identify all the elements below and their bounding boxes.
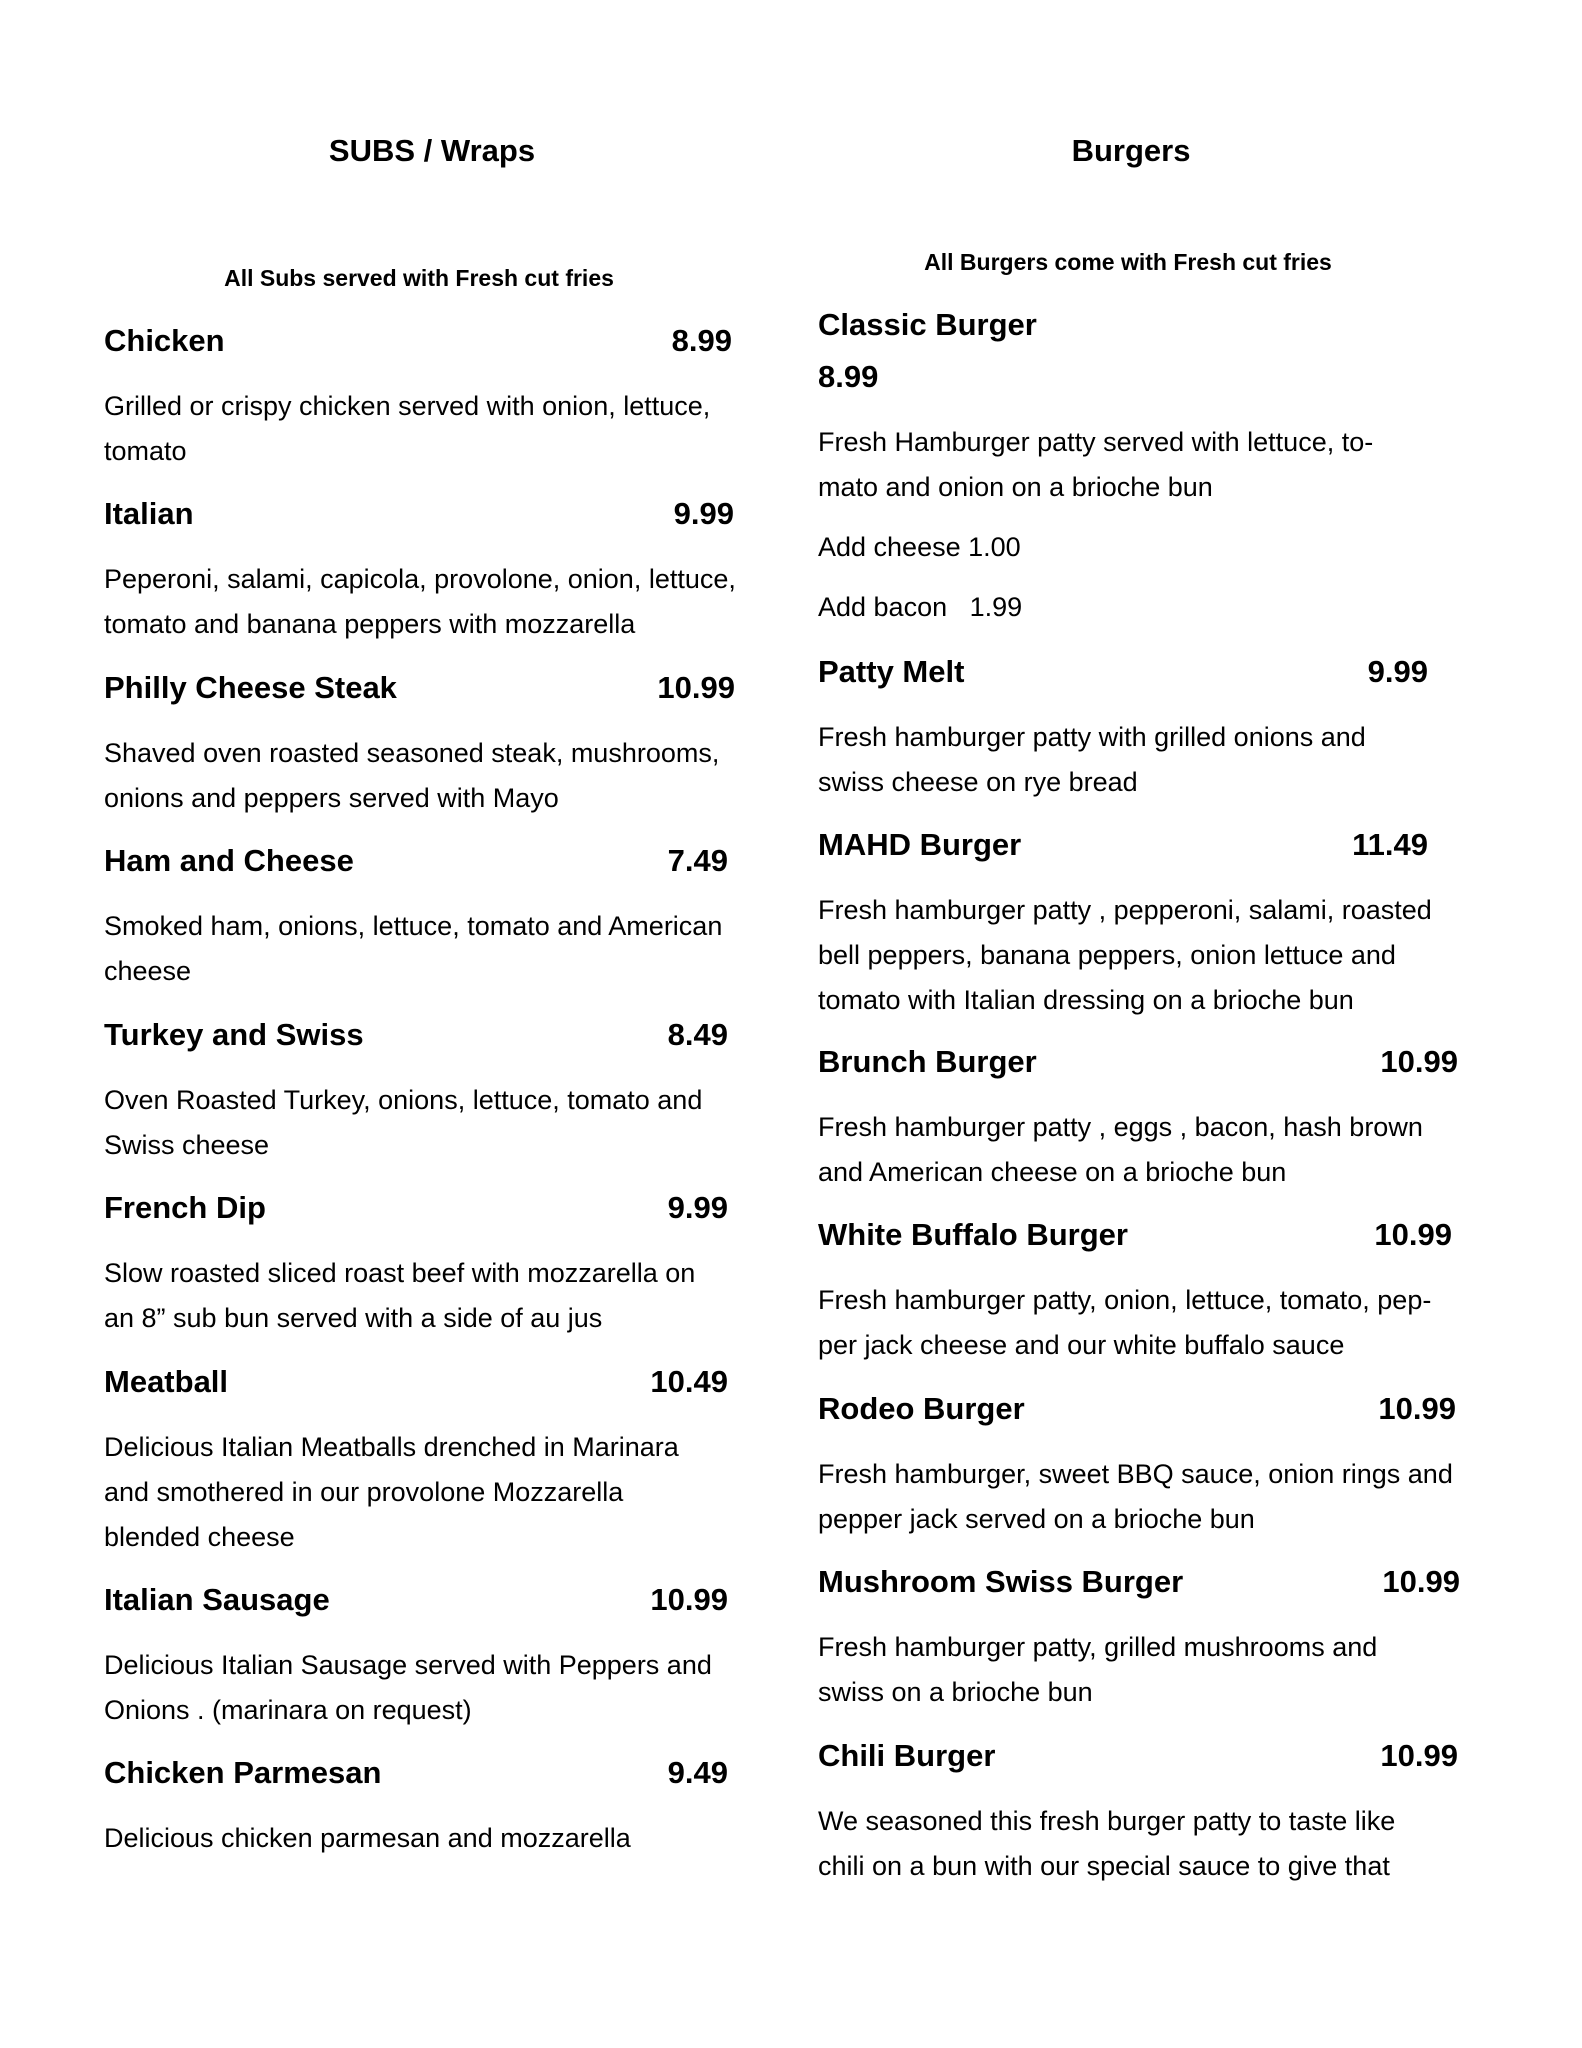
description-line: an 8” sub bun served with a side of au jus — [104, 1303, 603, 1333]
item-price: 10.99 — [650, 1582, 728, 1617]
description-line: Delicious Italian Sausage served with Peppers and — [104, 1650, 712, 1680]
description-line: Onions . (marinara on request) — [104, 1695, 472, 1725]
item-description — [818, 715, 1498, 805]
description-line: chili on a bun with our special sauce to give that — [818, 1851, 1390, 1881]
item-description — [104, 384, 784, 474]
item-name: Italian — [104, 496, 194, 531]
description-line: Fresh Hamburger patty served with lettuce, to- — [818, 427, 1374, 457]
description-line: Fresh hamburger patty, grilled mushrooms and — [818, 1632, 1378, 1662]
item-price: 10.99 — [1382, 1564, 1460, 1599]
item-name: Philly Cheese Steak — [104, 670, 397, 705]
description-line: Peperoni, salami, capicola, provolone, onion, lettuce, — [104, 564, 736, 594]
add-cheese-option: Add cheese 1.00 — [818, 532, 1021, 562]
item-name: Ham and Cheese — [104, 843, 354, 878]
item-name: Rodeo Burger — [818, 1391, 1025, 1426]
description-line: Fresh hamburger patty with grilled onions and — [818, 722, 1366, 752]
description-line: pepper jack served on a brioche bun — [818, 1504, 1255, 1534]
item-description — [818, 420, 1498, 510]
item-name: Chicken — [104, 323, 225, 358]
description-line: and smothered in our provolone Mozzarella — [104, 1477, 624, 1507]
subs-section-note: All Subs served with Fresh cut fries — [224, 265, 614, 291]
item-name: Turkey and Swiss — [104, 1017, 364, 1052]
description-line: Delicious chicken parmesan and mozzarella — [104, 1823, 631, 1853]
description-line: onions and peppers served with Mayo — [104, 783, 559, 813]
item-price: 10.49 — [650, 1364, 728, 1399]
description-line: tomato and banana peppers with mozzarella — [104, 609, 636, 639]
item-name: Chicken Parmesan — [104, 1755, 382, 1790]
item-price: 8.99 — [671, 323, 732, 358]
item-price: 8.99 — [818, 359, 879, 394]
description-line: Swiss cheese — [104, 1130, 270, 1160]
description-line: swiss cheese on rye bread — [818, 767, 1138, 797]
item-price: 11.49 — [1352, 827, 1428, 862]
description-line: per jack cheese and our white buffalo sauce — [818, 1330, 1345, 1360]
item-name: MAHD Burger — [818, 827, 1022, 862]
add-bacon-option: Add bacon 1.99 — [818, 592, 1023, 622]
item-price: 10.99 — [1380, 1044, 1458, 1079]
item-description — [818, 1452, 1498, 1542]
description-line: Fresh hamburger patty , pepperoni, salami, roasted — [818, 895, 1432, 925]
item-price: 10.99 — [1380, 1738, 1458, 1773]
description-line: Smoked ham, onions, lettuce, tomato and American — [104, 911, 723, 941]
item-name: Classic Burger — [818, 307, 1037, 342]
description-line: Delicious Italian Meatballs drenched in Marinara — [104, 1432, 679, 1462]
item-name: Brunch Burger — [818, 1044, 1037, 1079]
item-price: 8.49 — [667, 1017, 728, 1052]
description-line: Fresh hamburger, sweet BBQ sauce, onion rings and — [818, 1459, 1453, 1489]
description-line: Grilled or crispy chicken served with onion, lettuce, — [104, 391, 711, 421]
item-description — [104, 1816, 784, 1861]
item-description — [104, 1425, 784, 1560]
description-line: bell peppers, banana peppers, onion lettuce and — [818, 940, 1396, 970]
item-description — [104, 1643, 784, 1733]
item-price: 10.99 — [1374, 1217, 1452, 1252]
item-name: Italian Sausage — [104, 1582, 330, 1617]
item-description — [818, 1799, 1498, 1889]
item-name: Mushroom Swiss Burger — [818, 1564, 1184, 1599]
item-price: 9.99 — [667, 1190, 728, 1225]
description-line: tomato — [104, 436, 187, 466]
item-name: White Buffalo Burger — [818, 1217, 1128, 1252]
description-line: tomato with Italian dressing on a brioche bun — [818, 985, 1354, 1015]
description-line: We seasoned this fresh burger patty to taste like — [818, 1806, 1396, 1836]
item-name: Chili Burger — [818, 1738, 996, 1773]
description-line: cheese — [104, 956, 192, 986]
item-price: 9.49 — [667, 1755, 728, 1790]
description-line: Shaved oven roasted seasoned steak, mushrooms, — [104, 738, 720, 768]
description-line: mato and onion on a brioche bun — [818, 472, 1213, 502]
item-description — [104, 557, 784, 647]
item-description — [104, 1251, 784, 1341]
item-description — [818, 1625, 1498, 1715]
item-price: 9.99 — [1367, 654, 1428, 689]
item-price: 7.49 — [667, 843, 728, 878]
description-line: blended cheese — [104, 1522, 295, 1552]
item-name: Meatball — [104, 1364, 229, 1399]
burgers-section-title: Burgers — [1071, 133, 1191, 168]
item-price: 10.99 — [657, 670, 735, 705]
description-line: Oven Roasted Turkey, onions, lettuce, tomato and — [104, 1085, 703, 1115]
item-description — [818, 1278, 1498, 1368]
subs-section-title: SUBS / Wraps — [328, 133, 536, 168]
item-price: 9.99 — [673, 496, 734, 531]
item-price: 10.99 — [1378, 1391, 1456, 1426]
description-line: swiss on a brioche bun — [818, 1677, 1093, 1707]
item-description — [104, 731, 784, 821]
burgers-section-note: All Burgers come with Fresh cut fries — [924, 249, 1332, 275]
description-line: and American cheese on a brioche bun — [818, 1157, 1287, 1187]
item-description — [104, 904, 784, 994]
description-line: Fresh hamburger patty , eggs , bacon, hash brown — [818, 1112, 1423, 1142]
item-description — [818, 888, 1498, 1023]
item-name: French Dip — [104, 1190, 266, 1225]
description-line: Slow roasted sliced roast beef with mozzarella on — [104, 1258, 696, 1288]
item-description — [104, 1078, 784, 1168]
item-description — [818, 1105, 1498, 1195]
item-name: Patty Melt — [818, 654, 965, 689]
description-line: Fresh hamburger patty, onion, lettuce, tomato, pep- — [818, 1285, 1432, 1315]
